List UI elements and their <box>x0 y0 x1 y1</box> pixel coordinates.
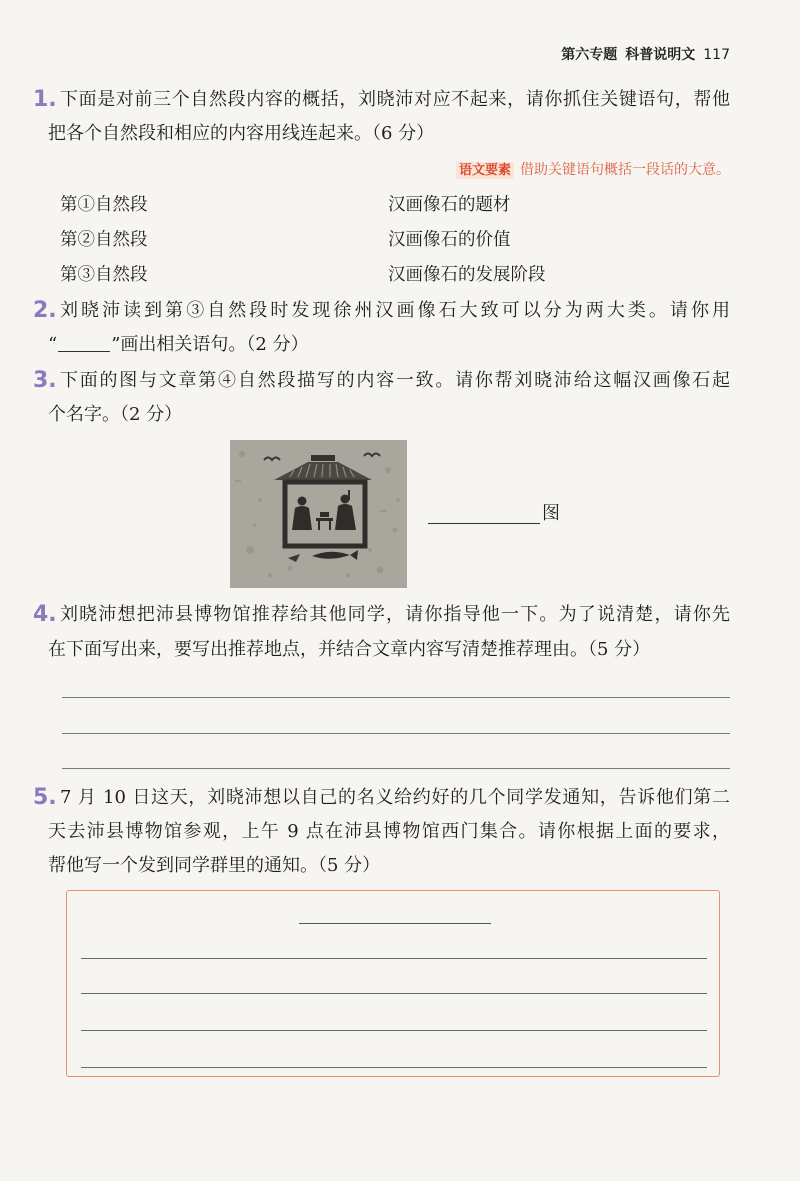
match-left-item: 第①自然段 <box>60 195 148 215</box>
answer-suffix: 图 <box>542 503 560 524</box>
question-number: 5. <box>33 785 57 810</box>
notice-writing-line <box>81 958 707 959</box>
question-text-line: 在下面写出来，要写出推荐地点，并结合文章内容写清楚推荐理由。（5 分） <box>48 639 651 660</box>
question-text-line: 下面的图与文章第④自然段描写的内容一致。请你帮刘晓沛给这幅汉画像石起 <box>60 370 730 391</box>
answer-writing-line <box>62 768 730 769</box>
name-answer-blank <box>428 503 540 524</box>
answer-writing-line <box>62 697 730 698</box>
match-left-item: 第③自然段 <box>60 265 148 285</box>
han-stone-relief-image <box>230 440 407 588</box>
question-number: 3. <box>33 368 57 393</box>
notice-title-blank <box>299 923 491 924</box>
match-right-item: 汉画像石的题材 <box>388 195 511 215</box>
notice-writing-line <box>81 993 707 994</box>
skill-tag <box>430 154 730 184</box>
match-left-item: 第②自然段 <box>60 230 148 250</box>
subject-label: 科普说明文 <box>625 47 696 63</box>
question-text-line: 帮他写一个发到同学群里的通知。（5 分） <box>48 855 381 876</box>
underline-mark-sample <box>58 333 110 352</box>
skill-tag-text: 借助关键语句概括一段话的大意。 <box>520 162 730 178</box>
answer-writing-line <box>62 733 730 734</box>
skill-tag-label: 语文要素 <box>456 162 514 179</box>
open-quote: “ <box>48 334 58 355</box>
question-text-line: 刘晓沛读到第③自然段时发现徐州汉画像石大致可以分为两大类。请你用 <box>60 300 730 321</box>
question-text-line: 个名字。（2 分） <box>48 404 183 425</box>
question-text-rest: ”画出相关语句。（2 分） <box>111 334 309 355</box>
section-label: 第六专题 <box>561 47 618 63</box>
question-number: 2. <box>33 298 57 323</box>
question-text-line: 刘晓沛想把沛县博物馆推荐给其他同学，请你指导他一下。为了说清楚，请你先 <box>60 604 730 625</box>
question-text-line <box>48 328 730 362</box>
page-header <box>500 40 730 70</box>
question-text-line: 把各个自然段和相应的内容用线连起来。（6 分） <box>48 123 435 144</box>
match-right-item: 汉画像石的价值 <box>388 230 511 250</box>
page-number: 117 <box>703 47 730 63</box>
question-text-line: 7 月 10 日这天，刘晓沛想以自己的名义给约好的几个同学发通知，告诉他们第二 <box>60 787 730 808</box>
notice-writing-line <box>81 1030 707 1031</box>
notice-writing-line <box>81 1067 707 1068</box>
question-number: 4. <box>33 602 57 627</box>
question-text-line: 天去沛县博物馆参观，上午 9 点在沛县博物馆西门集合。请你根据上面的要求， <box>48 821 730 842</box>
notice-answer-box <box>66 890 720 1077</box>
match-right-item: 汉画像石的发展阶段 <box>388 265 546 285</box>
question-number: 1. <box>33 87 57 112</box>
question-text-line: 下面是对前三个自然段内容的概括，刘晓沛对应不起来，请你抓住关键语句，帮他 <box>60 89 730 110</box>
